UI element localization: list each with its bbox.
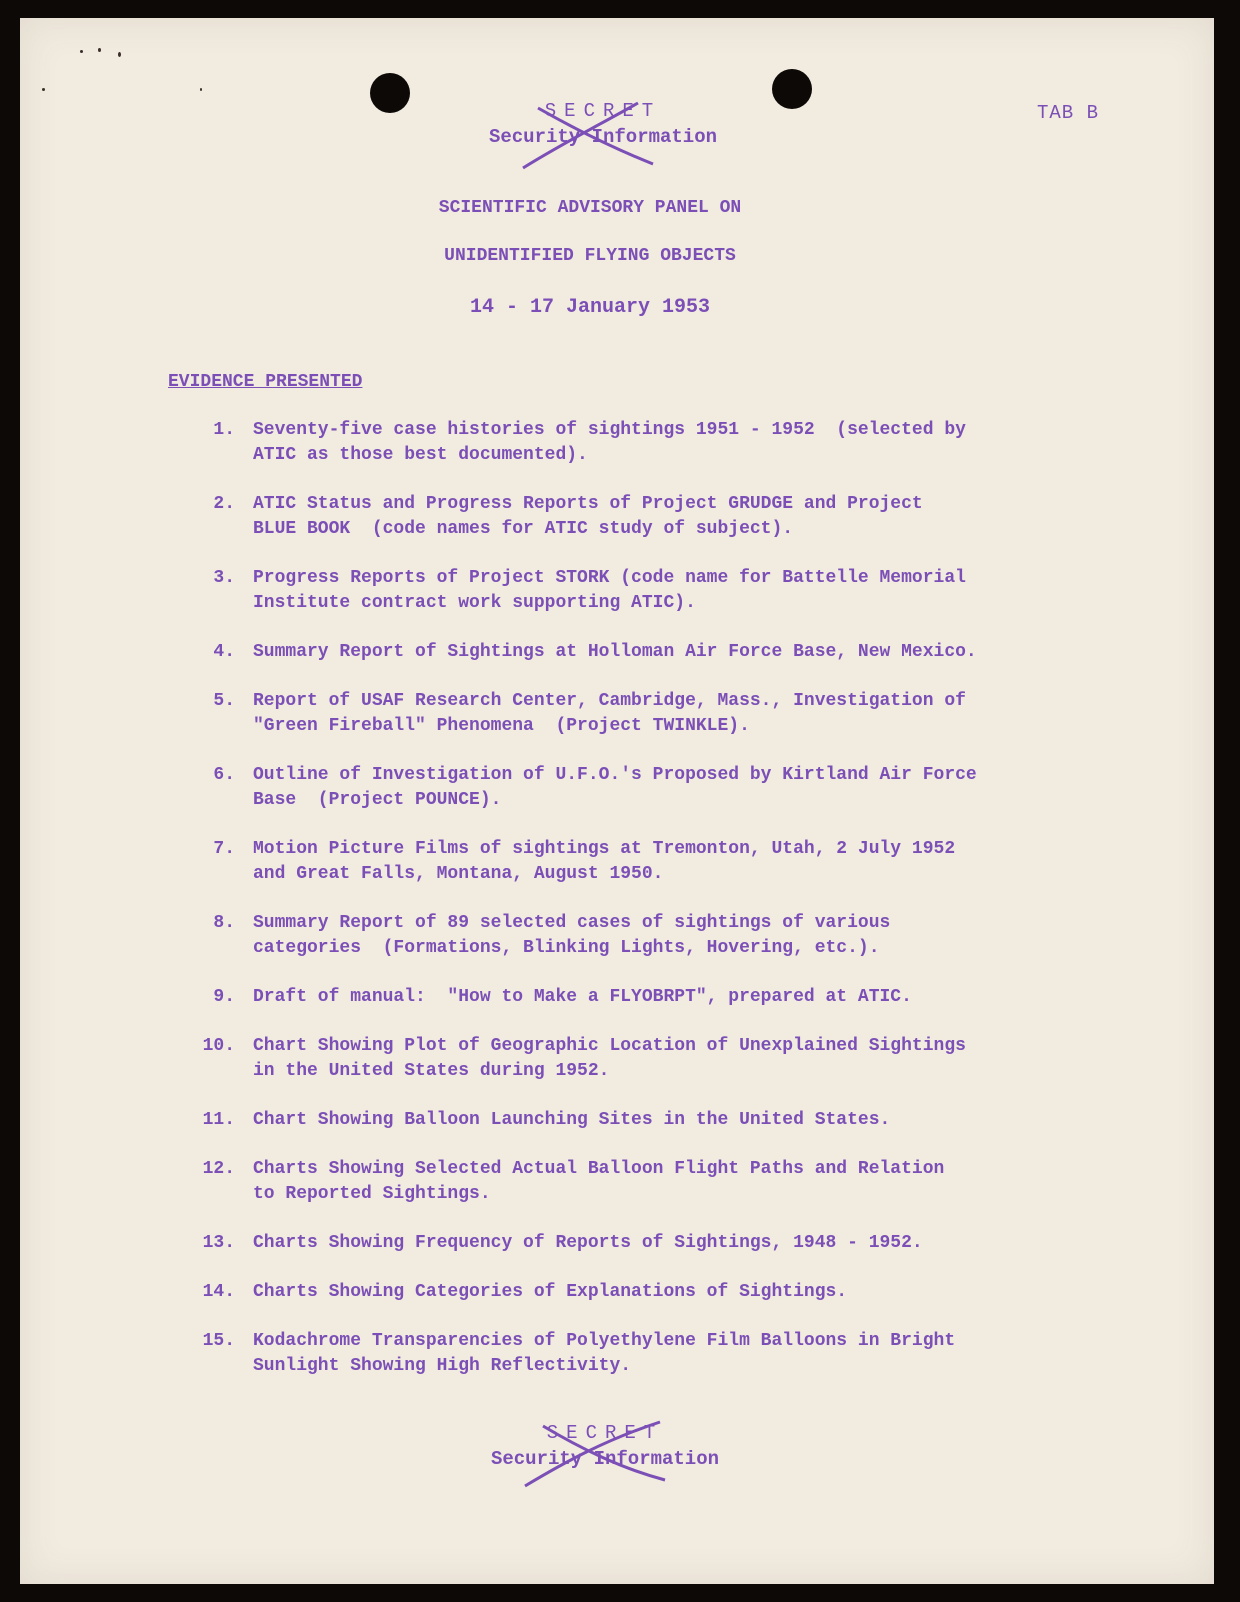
item-number: 7. (213, 839, 235, 859)
ink-speck (80, 50, 83, 53)
list-item (180, 1329, 1080, 1403)
item-text: Charts Showing Selected Actual Balloon Flight Paths and Relation to Reported Sightings. (253, 1159, 945, 1204)
list-item (180, 1280, 1080, 1329)
item-text: Summary Report of Sightings at Holloman Air Force Base, New Mexico. (253, 642, 977, 662)
list-item (180, 763, 1080, 837)
tab-label: TAB B (1036, 102, 1099, 124)
document-page (20, 18, 1214, 1584)
item-text: Charts Showing Categories of Explanations of Sightings. (253, 1282, 848, 1302)
item-text: Progress Reports of Project STORK (code name for Battelle Memorial Institute contract work supporting ATIC). (253, 568, 966, 613)
item-number: 15. (202, 1331, 235, 1351)
item-number: 13. (202, 1233, 235, 1253)
panel-title-line-2: UNIDENTIFIED FLYING OBJECTS (444, 246, 736, 266)
item-text: Motion Picture Films of sightings at Tremonton, Utah, 2 July 1952 and Great Falls, Montana, August 1950. (253, 839, 956, 884)
item-text: Chart Showing Plot of Geographic Location of Unexplained Sightings in the United States during 1952. (253, 1036, 966, 1081)
stamp-secret-text: SECRET (546, 1422, 664, 1444)
punch-hole-right (772, 69, 812, 109)
item-number: 11. (202, 1110, 235, 1130)
list-item (180, 985, 1080, 1034)
list-item (180, 837, 1080, 911)
item-text: ATIC Status and Progress Reports of Project GRUDGE and Project BLUE BOOK (code names for ATIC study of subject). (253, 494, 923, 539)
strike-through-x (455, 1420, 755, 1500)
evidence-list (180, 418, 1080, 1403)
ink-speck (98, 48, 101, 52)
ink-speck (118, 52, 121, 57)
list-item (180, 492, 1080, 566)
item-number: 2. (213, 494, 235, 514)
item-text: Seventy-five case histories of sightings 1951 - 1952 (selected by ATIC as those best documented). (253, 420, 966, 465)
item-text: Summary Report of 89 selected cases of sightings of various categories (Formations, Blinking Lights, Hovering, etc.). (253, 913, 891, 958)
item-text: Outline of Investigation of U.F.O.'s Proposed by Kirtland Air Force Base (Project POUNCE). (253, 765, 977, 810)
panel-dates: 14 - 17 January 1953 (469, 296, 711, 319)
item-number: 5. (213, 691, 235, 711)
item-number: 14. (202, 1282, 235, 1302)
item-number: 4. (213, 642, 235, 662)
list-item (180, 566, 1080, 640)
list-item (180, 640, 1080, 689)
punch-hole-left (370, 73, 410, 113)
section-heading: EVIDENCE PRESENTED (168, 372, 363, 392)
stamp-security-info-text: Security Information (490, 1448, 720, 1470)
ink-speck (42, 88, 45, 91)
item-number: 8. (213, 913, 235, 933)
item-text: Draft of manual: "How to Make a FLYOBRPT", prepared at ATIC. (253, 987, 912, 1007)
item-text: Chart Showing Balloon Launching Sites in the United States. (253, 1110, 891, 1130)
item-text: Kodachrome Transparencies of Polyethylene Film Balloons in Bright Sunlight Showing High Reflectivity. (253, 1331, 956, 1376)
classification-stamp-top (453, 98, 753, 150)
item-text: Charts Showing Frequency of Reports of Sightings, 1948 - 1952. (253, 1233, 923, 1253)
list-item (180, 911, 1080, 985)
item-number: 10. (202, 1036, 235, 1056)
item-number: 6. (213, 765, 235, 785)
item-number: 3. (213, 568, 235, 588)
item-number: 12. (202, 1159, 235, 1179)
classification-stamp-bottom (455, 1420, 755, 1472)
list-item (180, 689, 1080, 763)
list-item (180, 1231, 1080, 1280)
item-number: 1. (213, 420, 235, 440)
strike-through-x (453, 98, 753, 178)
list-item (180, 1157, 1080, 1231)
item-text: Report of USAF Research Center, Cambridge, Mass., Investigation of "Green Fireball" Phenomena (Project TWINKLE). (253, 691, 966, 736)
stamp-secret-text: SECRET (544, 100, 662, 122)
panel-title-line-1: SCIENTIFIC ADVISORY PANEL ON (438, 198, 742, 218)
list-item (180, 1108, 1080, 1157)
stamp-security-info-text: Security Information (488, 126, 718, 148)
ink-speck (200, 88, 202, 91)
item-number: 9. (213, 987, 235, 1007)
list-item (180, 1034, 1080, 1108)
list-item (180, 418, 1080, 492)
